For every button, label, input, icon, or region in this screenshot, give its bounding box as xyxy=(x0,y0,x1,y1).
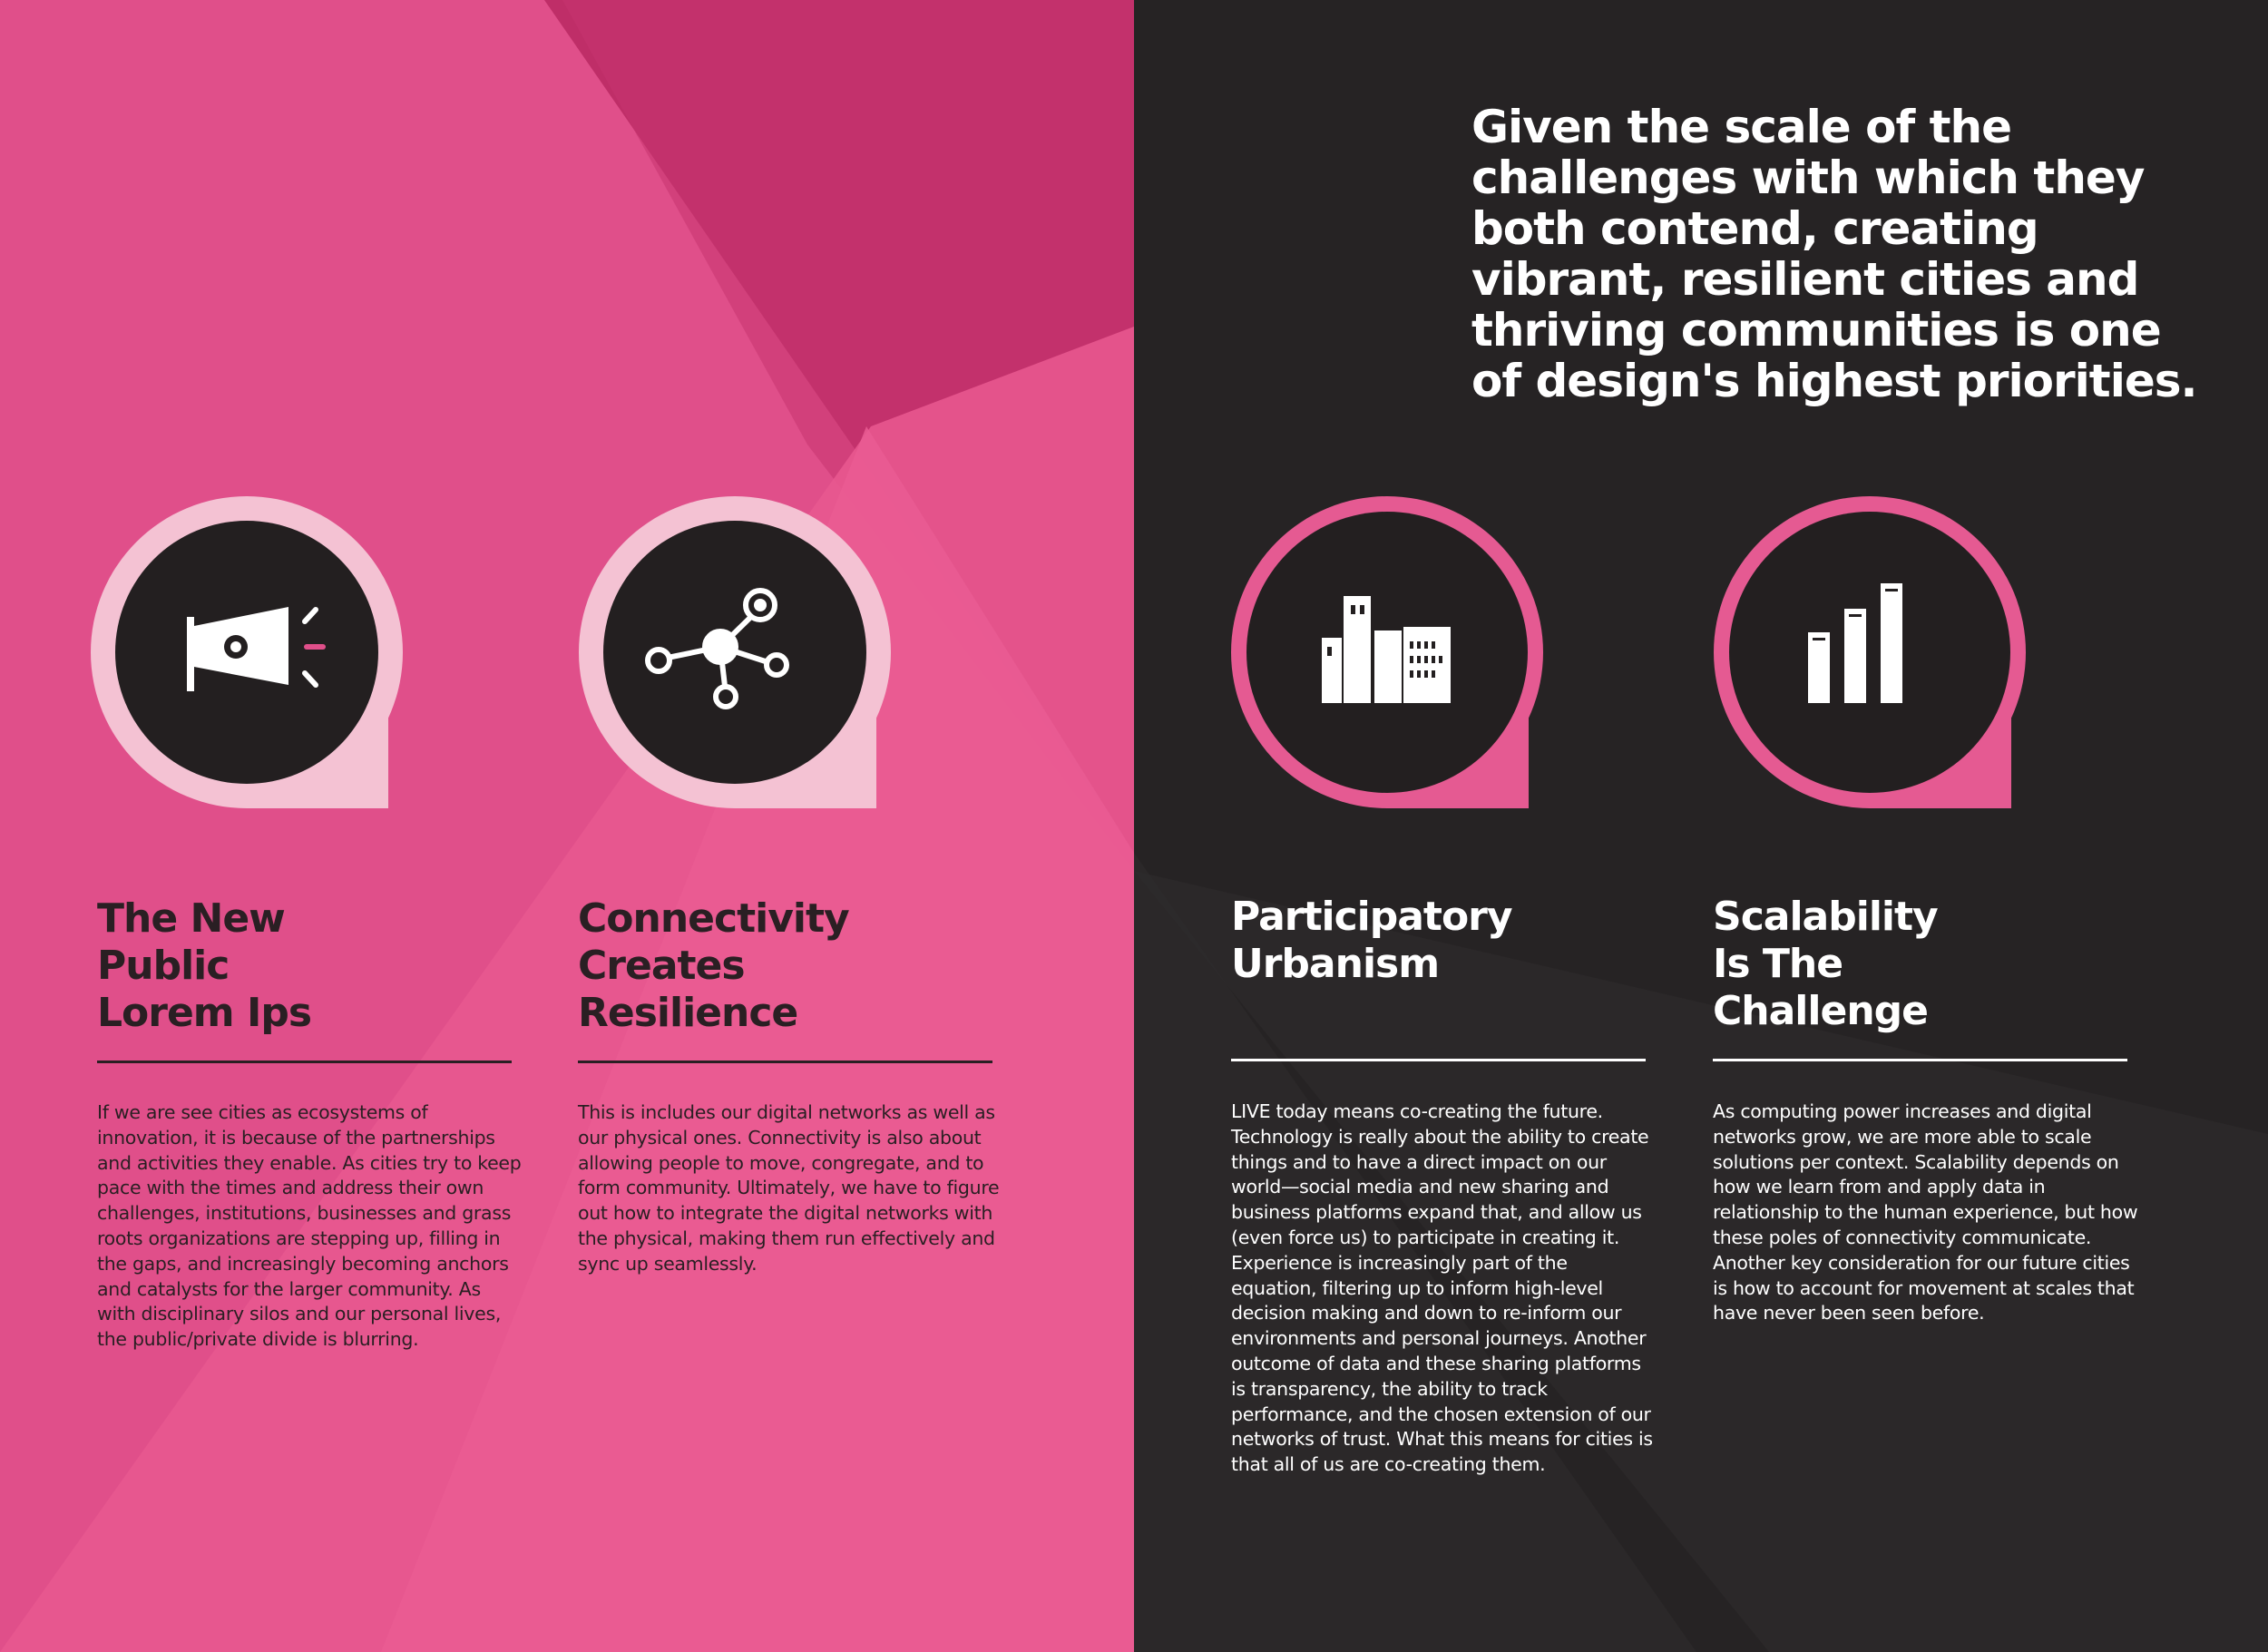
column-body-text: If we are see cities as ecosystems of innovation, it is because of the partnerships and activities they enable. As cities try to keep pace with the times and address their own challenges, institutions, businesses and grass roots organizations are stepping up, filling in the gaps, and increasingly becoming anchors and catalysts for the larger community. As with disciplinary silos and our personal lives, the public/private divide is blurring. xyxy=(97,1101,522,1351)
column-body-text: This is includes our digital networks as well as our physical ones. Connectivity is also about allowing people to move, congregate, and to form community. Ultimately, we have to figure out how to integrate the digital networks with the physical, making them run effectively and sync up seamlessly. xyxy=(578,1101,1000,1275)
title-divider xyxy=(97,1061,512,1063)
title-divider xyxy=(578,1061,992,1063)
column-title: Connectivity Creates Resilience xyxy=(578,895,849,1036)
column-title: The New Public Lorem Ips xyxy=(97,895,312,1036)
title-divider xyxy=(1231,1059,1646,1061)
title-divider xyxy=(1713,1059,2127,1061)
column-body-text: LIVE today means co-creating the future. Technology is really about the ability to create things and to have a direct impact on our world—social media and new sharing and business platforms expand that, and allow us (even force us) to participate in creating it. Experience is increasingly part of the equation, filtering up to inform high-level decision making and down to re-inform our environments and personal journeys. Another outcome of data and these sharing platforms is transparency, the ability to track performance, and the chosen extension of our networks of trust. What this means for cities is that all of us are co-creating them. xyxy=(1231,1100,1653,1476)
column-body-text: As computing power increases and digital networks grow, we are more able to scale solutions per context. Scalability depends on how we learn from and apply data in relationship to the human experience, but how these poles of connectivity communicate. Another key consideration for our future cities is how to account for movement at scales that have never been seen before. xyxy=(1713,1100,2138,1325)
bar-chart-badge xyxy=(1712,494,2028,810)
megaphone-badge xyxy=(89,494,405,810)
pull-quote: Given the scale of the challenges with which they both contend, creating vibrant, resilient cities and thriving communities is one of design's highest priorities. xyxy=(1471,101,2197,407)
network-badge xyxy=(577,494,893,810)
buildings-badge xyxy=(1229,494,1545,810)
column-title: Scalability Is The Challenge xyxy=(1713,894,1938,1034)
column-title: Participatory Urbanism xyxy=(1231,894,1512,987)
